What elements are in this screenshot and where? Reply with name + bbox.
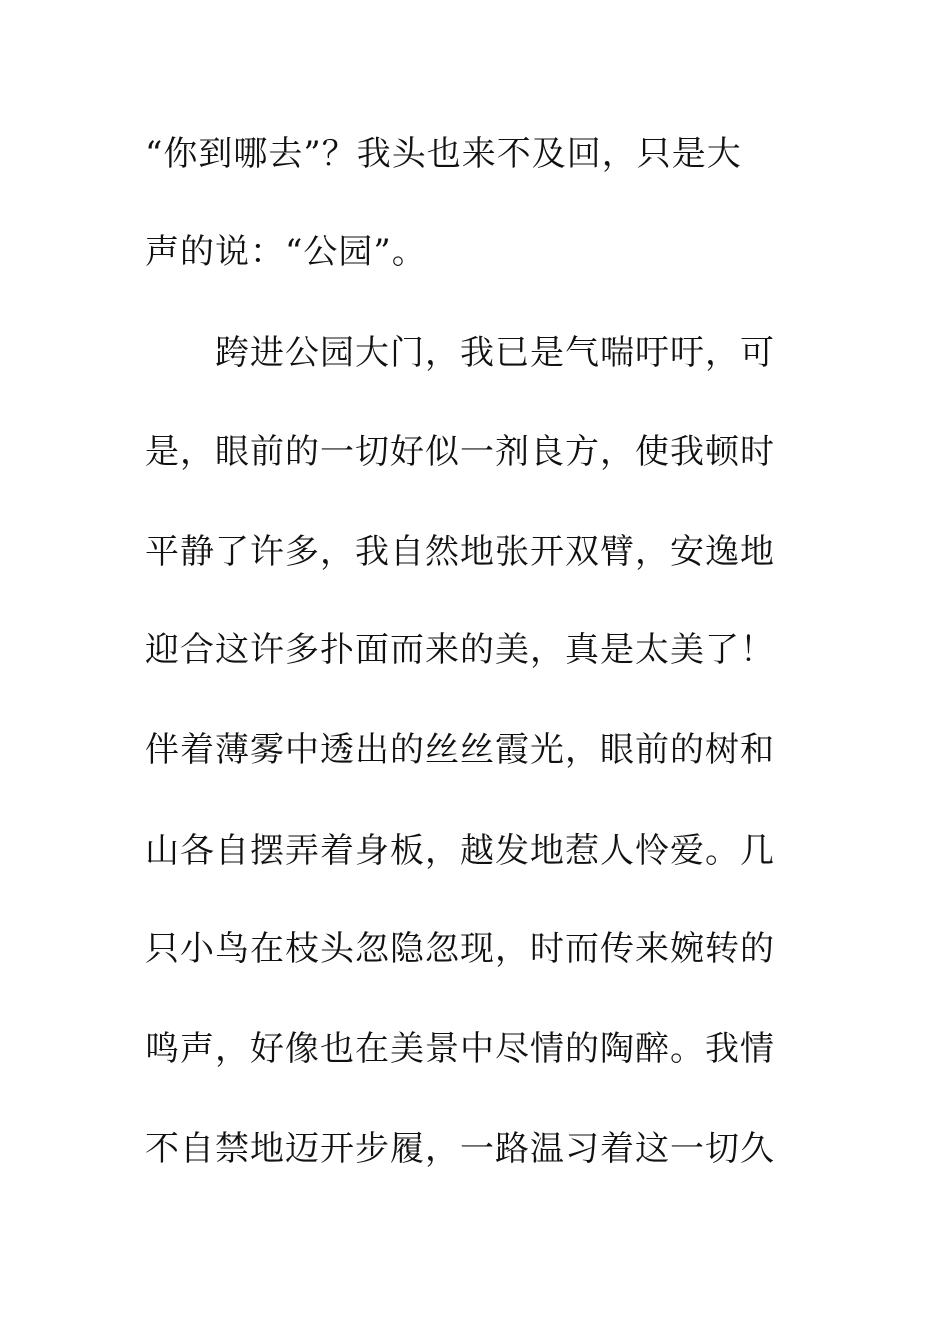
text-line: 声的说：“公园”。 [145, 232, 427, 272]
paragraph-first-line: 跨进公园大门，我已是气喘吁吁，可 [215, 333, 775, 373]
text-line: 山各自摆弄着身板，越发地惹人怜爱。几 [145, 831, 775, 871]
text-line: 鸣声，好像也在美景中尽情的陶醉。我情 [145, 1029, 775, 1069]
text-line: 迎合这许多扑面而来的美，真是太美了！ [145, 630, 775, 670]
text-line: 平静了许多，我自然地张开双臂，安逸地 [145, 532, 775, 572]
text-line: “你到哪去”？我头也来不及回，只是大 [145, 134, 742, 174]
text-line: 只小鸟在枝头忽隐忽现，时而传来婉转的 [145, 929, 775, 969]
text-line: 伴着薄雾中透出的丝丝霞光，眼前的树和 [145, 730, 775, 770]
text-line: 是，眼前的一切好似一剂良方，使我顿时 [145, 432, 775, 472]
text-line: 不自禁地迈开步履，一路温习着这一切久 [145, 1129, 775, 1169]
